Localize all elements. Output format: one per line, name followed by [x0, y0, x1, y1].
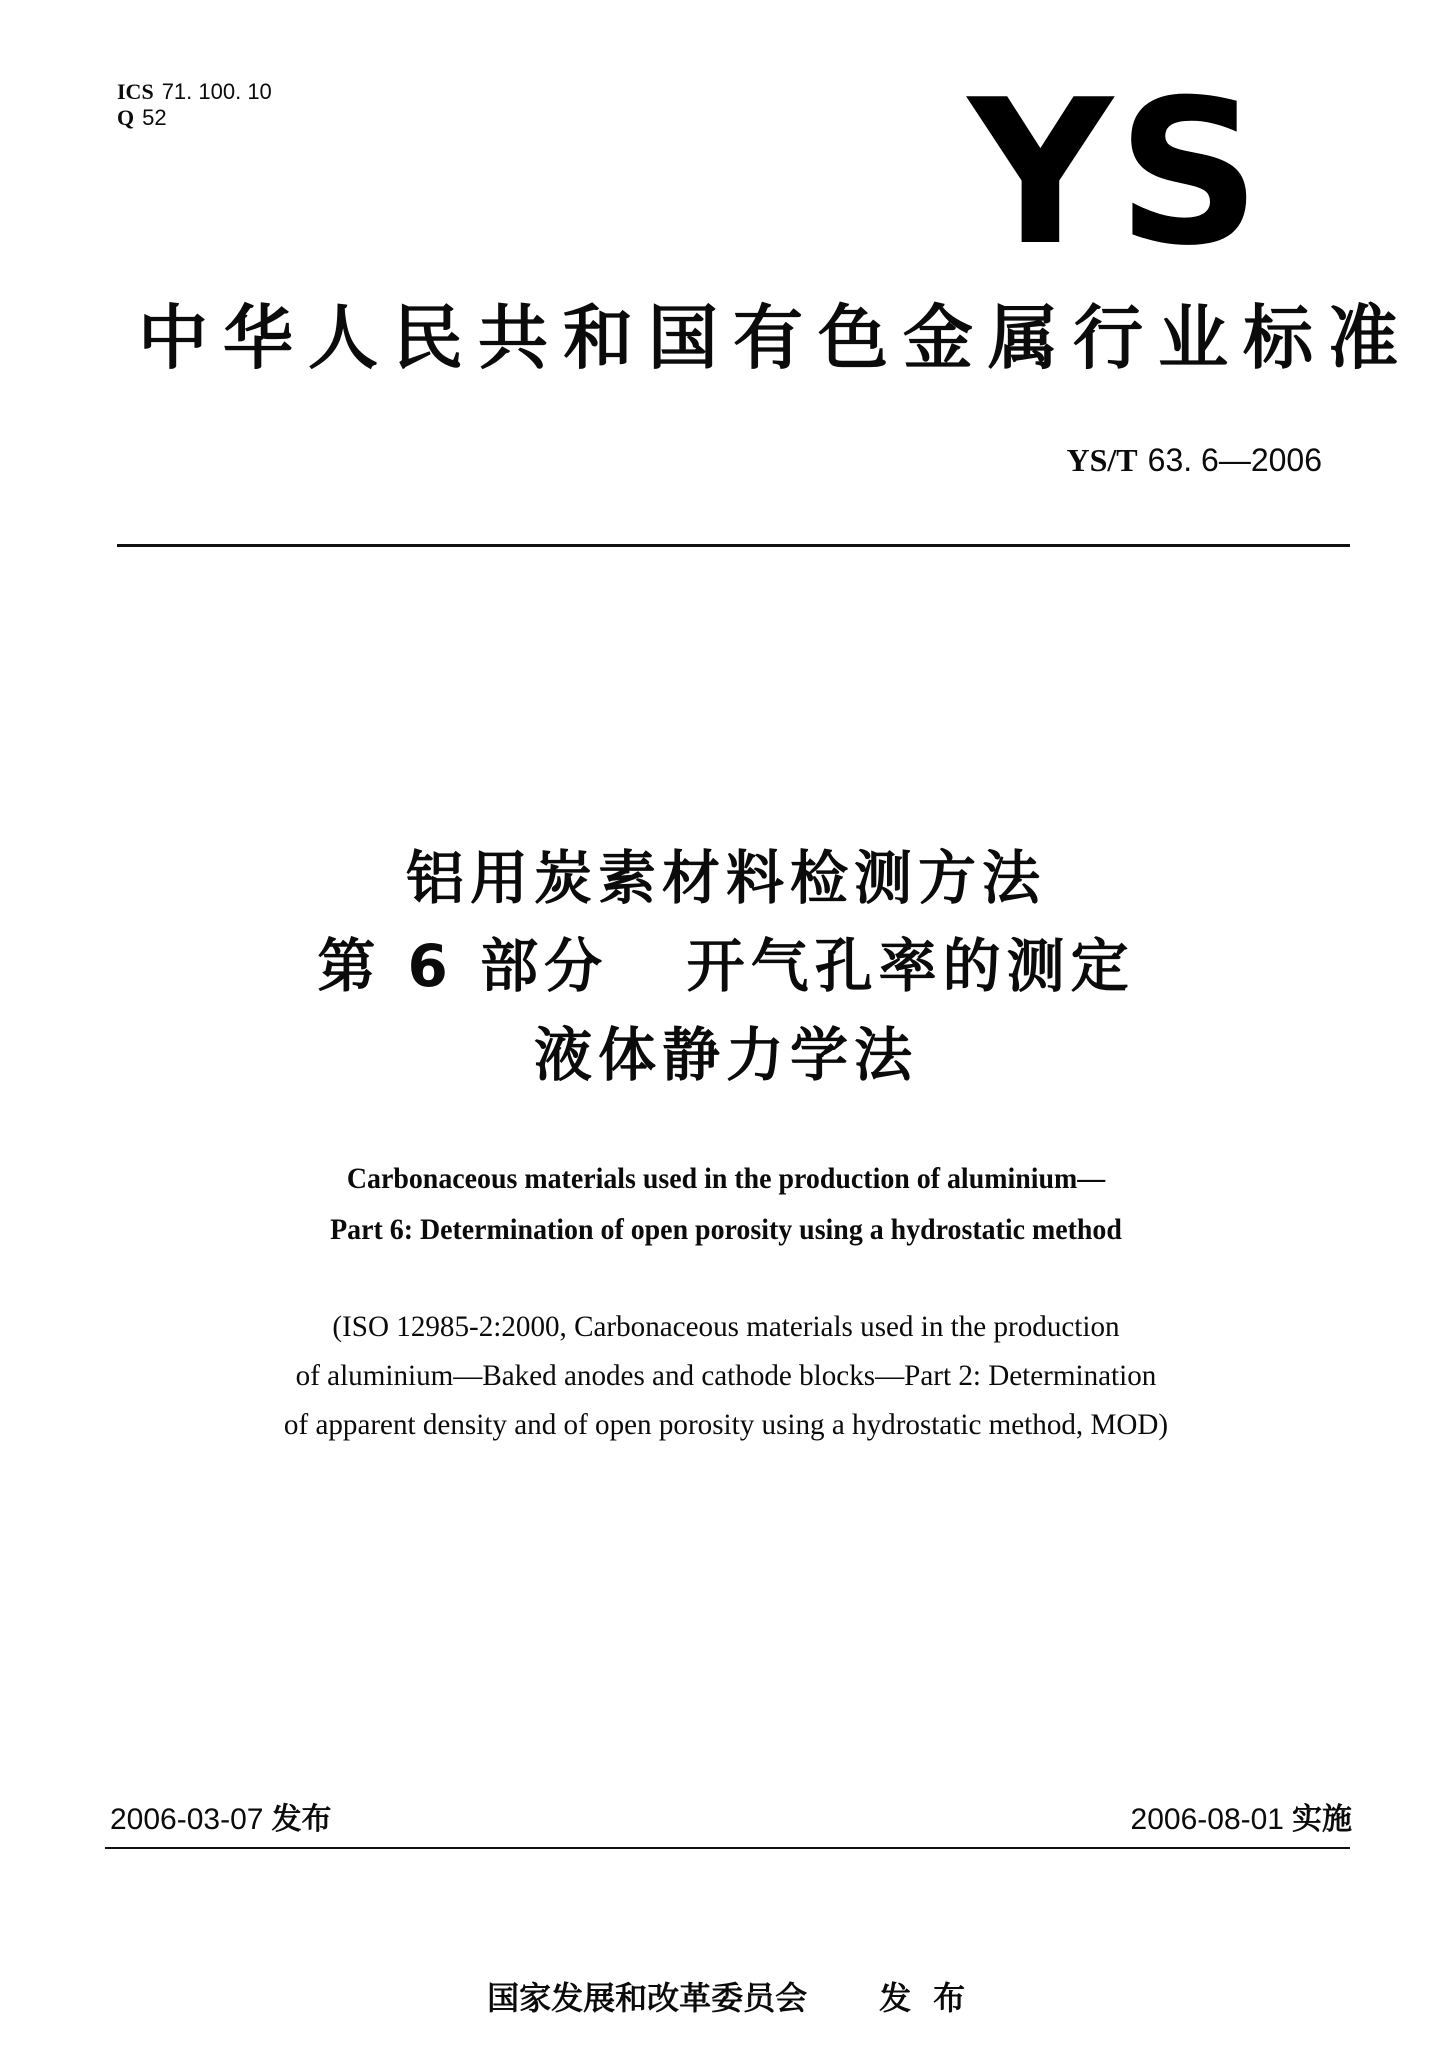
iso-reference-line3: of apparent density and of open porosity using a hydrostatic method, MOD)	[283, 1408, 1169, 1441]
iso-reference-line2: of aluminium—Baked anodes and cathode blocks—Part 2: Determination	[295, 1359, 1157, 1392]
effective-date-value: 2006-08-01	[1130, 1803, 1284, 1836]
title-en-line2: Part 6: Determination of open porosity using a hydrostatic method	[330, 1213, 1122, 1246]
ics-value: 71. 100. 10	[161, 79, 272, 104]
effective-date	[1131, 1800, 1352, 1840]
issuer-action: 发布	[879, 1979, 988, 2017]
iso-reference-line1: (ISO 12985-2:2000, Carbonaceous materials used in the production	[332, 1310, 1120, 1343]
standard-number-value: 63. 6—2006	[1147, 442, 1322, 478]
effective-date-label: 实施	[1292, 1802, 1352, 1837]
footer-divider	[105, 1847, 1350, 1849]
issue-date	[110, 1800, 331, 1840]
standard-number	[1067, 440, 1323, 480]
issue-date-value: 2006-03-07	[110, 1803, 264, 1836]
national-standard-title: 中华人民共和国有色金属行业标准	[138, 297, 1413, 379]
ics-code	[117, 80, 272, 105]
standard-prefix: YS/T	[1066, 442, 1138, 478]
ccs-label: Q	[117, 105, 135, 130]
title-zh-line3: 液体静力学法	[533, 1021, 918, 1089]
ccs-code	[117, 106, 167, 131]
issue-date-label: 发布	[271, 1802, 332, 1837]
issuer	[0, 1932, 1452, 2020]
header-divider	[117, 544, 1350, 547]
issuer-organization: 国家发展和改革委员会	[487, 1979, 808, 2017]
ics-label: ICS	[117, 79, 154, 104]
ys-logo: YS	[968, 57, 1265, 290]
title-zh-line2: 第 6 部分 开气孔率的测定	[317, 932, 1135, 1000]
title-zh-line1: 铝用炭素材料检测方法	[405, 844, 1046, 912]
ccs-value: 52	[142, 105, 167, 130]
title-en-line1: Carbonaceous materials used in the production of aluminium—	[346, 1162, 1106, 1195]
